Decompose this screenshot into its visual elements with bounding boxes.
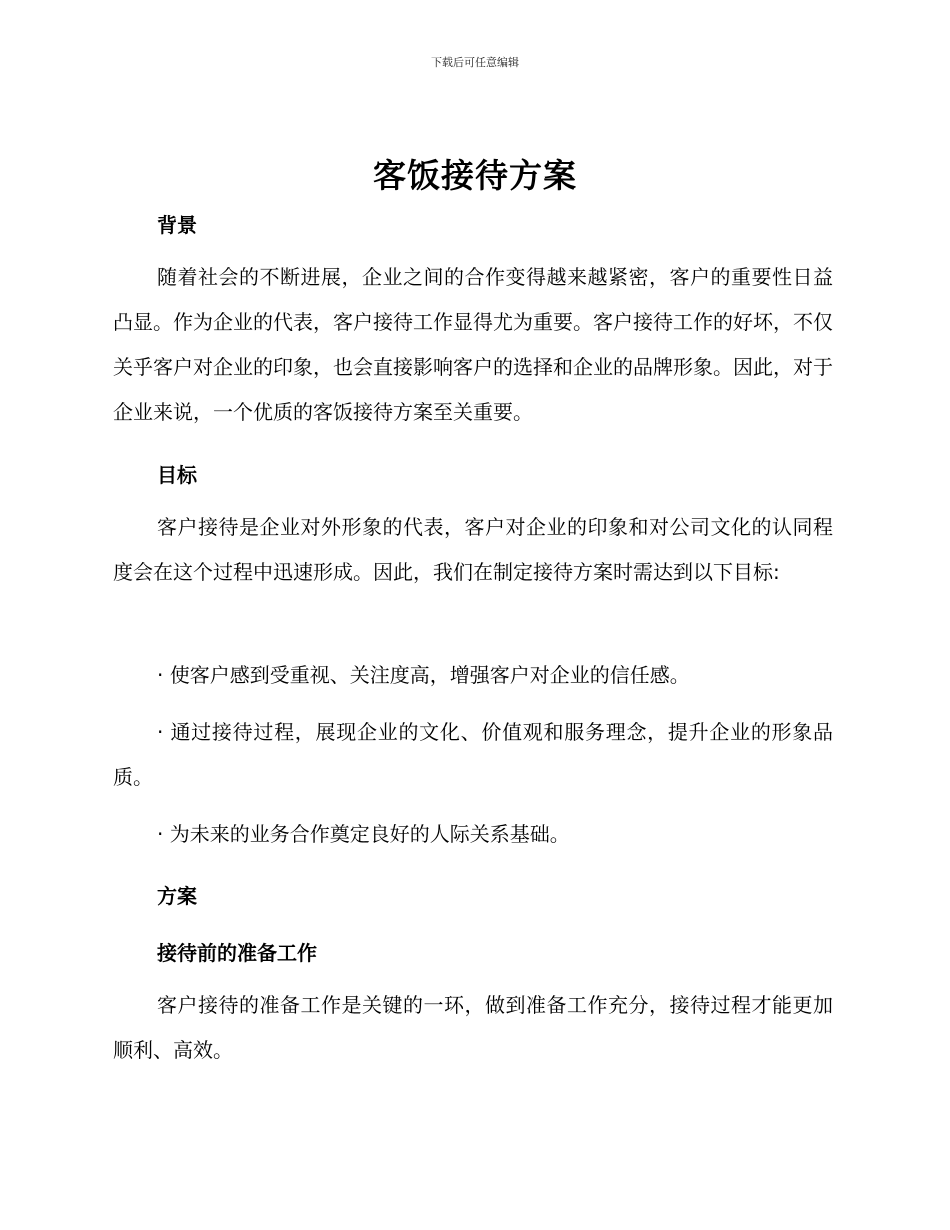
goal-bullet-3: · 为未来的业务合作奠定良好的人际关系基础。: [157, 822, 570, 846]
paragraph-goal: 客户接待是企业对外形象的代表，客户对企业的印象和对公司文化的认同程度会在这个过程中迅速形成。因此，我们在制定接待方案时需达到以下目标:: [113, 515, 833, 584]
goal-bullet-2: · 通过接待过程，展现企业的文化、价值观和服务理念，提升企业的形象品质。: [113, 720, 833, 789]
header-note: 下载后可任意编辑: [431, 56, 519, 69]
paragraph-background: 随着社会的不断进展，企业之间的合作变得越来越紧密，客户的重要性日益凸显。作为企业的代表，客户接待工作显得尤为重要。客户接待工作的好坏，不仅关乎客户对企业的印象，也会直接影响客户的选择和企业的品牌形象。因此，对于企业来说，一个优质的客饭接待方案至关重要。: [113, 265, 833, 424]
goal-bullet-1: · 使客户感到受重视、关注度高，增强客户对企业的信任感。: [157, 663, 690, 687]
heading-preparation: 接待前的准备工作: [157, 941, 317, 965]
heading-background: 背景: [157, 213, 197, 237]
document-title: 客饭接待方案: [373, 156, 577, 195]
paragraph-preparation: 客户接待的准备工作是关键的一环，做到准备工作充分，接待过程才能更加顺利、高效。: [113, 993, 833, 1062]
heading-plan: 方案: [157, 884, 197, 908]
heading-goal: 目标: [157, 463, 197, 487]
